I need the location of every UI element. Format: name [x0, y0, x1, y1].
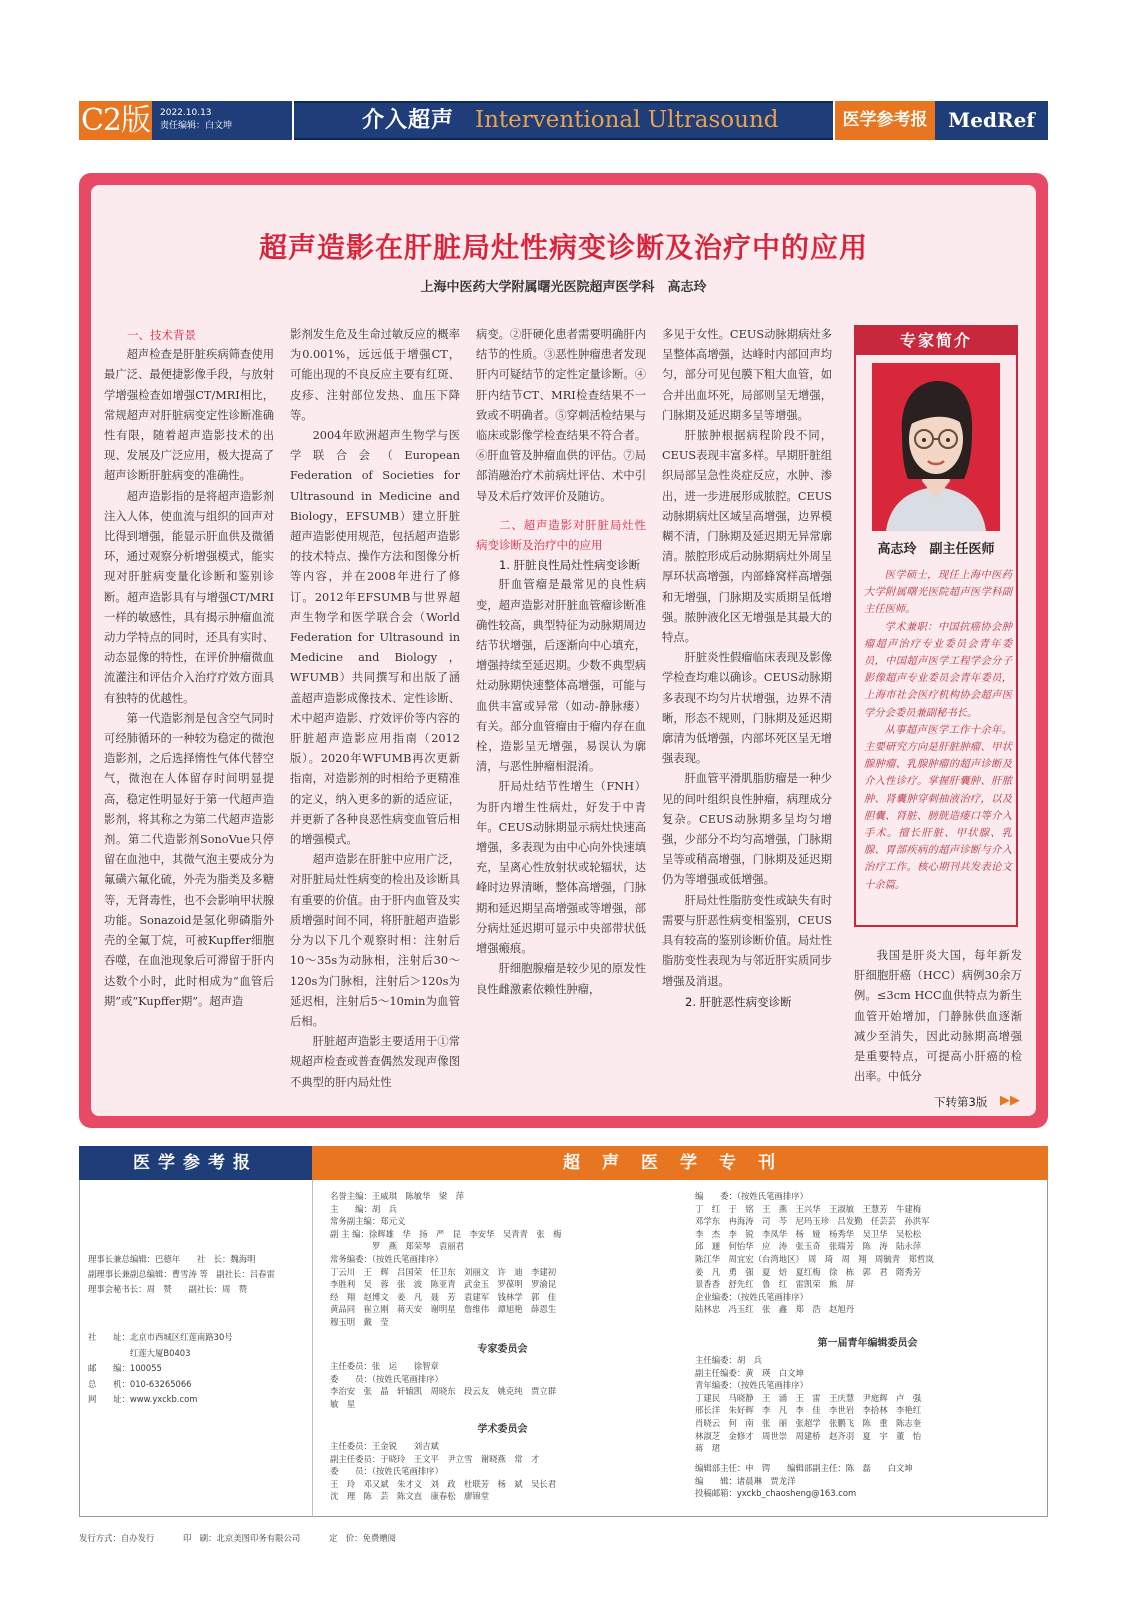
address-line: 红莲大厦B0403: [88, 1347, 191, 1358]
editor-line: 李 杰 李 锐 李凤华 杨 娅 杨秀华 吴卫华 吴松松: [695, 1228, 922, 1239]
board-line: 丁云川 王 辉 吕国荣 任卫东 刘丽文 许 迪 李建初: [330, 1266, 557, 1277]
expert-profile-heading: 专家简介: [856, 327, 1016, 355]
printer: 印 刷：北京美图印务有限公司: [183, 1533, 301, 1543]
paragraph: 肝血管平滑肌脂肪瘤是一种少见的间叶组织良性肿瘤，病理成分复杂。CEUS动脉期多呈均匀增强，少部分不均匀高增强，门脉期呈等或稍高增强，门脉期及延迟期仍为等增强或低增强。: [662, 772, 832, 887]
committee-line: 副主任委员：于晓玲 王文平 尹立雪 谢晓燕 常 才: [330, 1453, 540, 1464]
committee-line: 主任委员：张 运 徐智章: [330, 1361, 439, 1371]
office-line: 编辑部主任：申 锷 编辑部副主任：陈 磊 白文坤: [695, 1463, 913, 1473]
address-line: 总 机：010-63265066: [88, 1378, 192, 1389]
staff-line: 理事长兼总编辑：巴德年 社 长：魏海明: [88, 1254, 256, 1264]
issue-meta: [152, 101, 292, 140]
editorial-board-list: [330, 1190, 675, 1329]
expert-portrait: [872, 363, 1000, 531]
masthead-right-title: 超声医学专刊: [312, 1146, 1048, 1180]
expert-bio: [864, 567, 1012, 894]
committee-line: 王 玲 邓又斌 朱才义 刘 政 杜联芳 杨 斌 吴长君: [330, 1478, 557, 1489]
youth-line: 副主任编委：黄 瑛 白文坤: [695, 1367, 804, 1378]
office-line: 编 辑：诸晨琳 贾龙洋: [695, 1475, 796, 1486]
editor-line: 陆林忠 冯玉红 张 鑫 郑 浩 赵旭丹: [695, 1304, 855, 1315]
paragraph: 2004年欧洲超声生物学与医学联合会（European Federation of Societies for Ultrasound in Medicine and Biology，EFSUMB）建立肝脏超声造影使用规范，包括超声造影的技术特点、操作方法和图像分析等内容，并在2008年进行了修订。2012年EFSUMB与世界超声生物学和医学联合会（World Federation for Ultrasound in Medicine and Biology，WFUMB）共同撰写和出版了涵盖超声造影成像技术、定性诊断、术中超声造影、疗效评价等内容的肝脏超声造影应用指南（2012版）。2020年WFUMB再次更新指南，对造影剂的时相给予更精准的定义，纳入更多的新的适应证，并更新了各种良恶性病变血管后相的增强模式。: [290, 429, 460, 847]
youth-board-title: 第一届青年编辑委员会: [817, 1338, 918, 1349]
article-column-5: [854, 946, 1022, 1096]
price: 定 价：免费赠阅: [328, 1533, 396, 1543]
article-column-1: [104, 325, 274, 1105]
youth-line: 丁建民 马晓静 王 涌 王 雷 王庆慧 尹庭辉 卢 强: [695, 1392, 922, 1403]
board-line: 名誉主编：王威琪 陈敏华 梁 萍: [330, 1191, 464, 1201]
paragraph: 多见于女性。CEUS动脉期病灶多呈整体高增强，达峰时内部回声均匀，部分可见包膜下粗大血管，如合并出血坏死，局部则呈无增强，门脉期及延迟期多呈等增强。: [662, 328, 832, 422]
committee-line: 沈 理 陈 芸 陈文直 康春松 廖锦堂: [330, 1491, 490, 1502]
paragraph: 肝脓肿根据病程阶段不同，CEUS表现丰富多样。早期肝脏组织局部呈急性炎症反应，水肿、渗出，进一步进展形成脓腔。CEUS动脉期病灶区域呈高增强，边界模糊不清，门脉期及延迟期无异常廓清。脓腔形成后动脉期病灶外周呈厚环状高增强，内部蜂窝样高增强和无增强，门脉期及实质期呈低增强。脓肿液化区无增强是其最大的特点。: [662, 429, 832, 645]
masthead-divider: [312, 1180, 313, 1517]
youth-board-list: [695, 1354, 1040, 1455]
brand-cn: 医学参考报: [835, 101, 935, 140]
bio-paragraph: 学术兼职：中国抗癌协会肿瘤超声治疗专业委员会青年委员，中国超声医学工程学会分子影像超声专业委员会青年委员，上海市社会医疗机构协会超声医学分会委员兼副秘书长。: [864, 620, 1012, 719]
paragraph: 第一代造影剂是包含空气同时可经肺循环的一种较为稳定的微泡造影剂，之后选择惰性气体代替空气，微泡在人体留存时间明显提高，稳定性明显好于第一代超声造影剂，将其称之为第二代超声造影剂。第二代造影剂SonoVue只停留在血池中，其微气泡主要成分为氟磺六氟化硫，外壳为脂类及多糖等，无肾毒性，也不会影响甲状腺功能。Sonazoid是氢化卵磷脂外壳的全氟丁烷，可被Kupffer细胞吞噬，在血池现象后可滞留于肝内达数个小时，此时相成为“血管后期”或“Kupffer期”。超声造: [104, 711, 274, 1008]
committee-line: 李治安 张 晶 轩辕凯 周晓东 段云友 姚克纯 贾立群: [330, 1386, 557, 1397]
staff-line: 副理事长兼副总编辑：曹雪涛 等 副社长：吕春雷: [88, 1268, 275, 1279]
article-title: 超声造影在肝脏局灶性病变诊断及治疗中的应用: [258, 231, 868, 264]
article-column-3: [476, 325, 646, 1105]
youth-line: 邢长洋 朱好辉 李 凡 李 佳 李世岩 李拾林 李艳红: [695, 1405, 922, 1416]
youth-line: 林淑芝 金修才 周世崇 周建桥 赵齐羽 夏 宇 董 怡: [695, 1430, 922, 1441]
expert-committee-list: [330, 1360, 675, 1410]
paragraph: 病变。②肝硬化患者需要明确肝内结节的性质。③恶性肿瘤患者发现肝内可疑结节的定性定量诊断。④肝内结节CT、MRI检查结果不一致或不明确者。⑤穿刺活检结果与临床或影像学检查结果不符合者。⑥肝血管及肿瘤血供的评估。⑦局部消融治疗术前病灶评估、术中引导及术后疗效评价及随访。: [476, 328, 646, 503]
page-number: C2版: [80, 103, 151, 138]
board-line: 副 主 编：徐辉雄 华 扬 严 昆 李安华 吴青青 张 梅: [330, 1228, 562, 1239]
paragraph: 超声造影指的是将超声造影剂注入人体，使血流与组织的回声对比得到增强，能显示肝血供及微循环，通过观察分析增强模式，能实现对肝脏病变量化诊断和鉴别诊断。超声造影具有与增强CT/MRI一样的敏感性，具有揭示肿瘤血流动力学特点的同时，还具有实时、动态显像的特性，在评价肿瘤微血流灌注和评估介入治疗疗效方面具有独特的优越性。: [104, 489, 274, 705]
paragraph: 影剂发生危及生命过敏反应的概率为0.001%，远远低于增强CT，可能出现的不良反应主要有红斑、皮疹、注射部位发热、血压下降等。: [290, 328, 460, 422]
section-title-cn: 介入超声: [362, 107, 455, 133]
bio-paragraph: 医学硕士，现任上海中医药大学附属曙光医院超声医学科副主任医师。: [864, 569, 1012, 616]
editor-line: 丁 红 于 铭 王 燕 王兴华 王淑敏 王慧芳 牛建梅: [695, 1203, 922, 1214]
staff-line: 理事会秘书长：周 赞 副社长：周 赞: [88, 1283, 248, 1294]
section-title-en: Interventional Ultrasound: [475, 107, 779, 133]
board-line: 常务编委：（按姓氏笔画排序）: [330, 1253, 444, 1264]
board-line: 经 翔 赵博文 姜 凡 聂 芳 袁建军 钱林学 郭 佳: [330, 1291, 557, 1302]
arrow-right-icon: ▶▶: [1000, 1093, 1020, 1108]
editor-line: 编 委：（按姓氏笔画排序）: [695, 1191, 809, 1201]
expert-committee-title: 专家委员会: [477, 1344, 528, 1355]
editor-line: 姜 凡 勇 强 夏 焙 夏红梅 徐 栋 郭 君 隋秀芳: [695, 1266, 922, 1277]
article-author: 上海中医药大学附属曙光医院超声医学科 高志玲: [420, 280, 707, 295]
youth-line: 主任编委：胡 兵: [695, 1355, 762, 1365]
editor-line: 企业编委：（按姓氏笔画排序）: [695, 1291, 809, 1302]
submission-email[interactable]: 投稿邮箱：yxckb_chaosheng@163.com: [695, 1488, 857, 1499]
masthead-staff: [88, 1252, 308, 1296]
section-heading: 二、超声造影对肝脏局灶性病变诊断及治疗中的应用: [476, 517, 646, 553]
responsible-editor: 责任编辑：白文坤: [160, 121, 233, 131]
brand-en-logo: MedRef: [935, 101, 1048, 140]
academic-committee-list: [330, 1440, 675, 1503]
issue-date: 2022.10.13: [160, 108, 212, 118]
bio-paragraph: 从事超声医学工作十余年。主要研究方向是肝脏肿瘤、甲状腺肿瘤、乳腺肿瘤的超声诊断及介入性诊疗。掌握肝囊肿、肝脓肿、肾囊肿穿刺抽液治疗，以及胆囊、肾脏、膀胱造瘘口等介入手术。擅长肝脏、甲状腺、乳腺、胃部疾病的超声诊断与介入治疗工作。核心期刊共发表论文十余篇。: [864, 723, 1012, 891]
paragraph: 肝脏超声造影主要适用于①常规超声检查或普查偶然发现声像图不典型的肝内局灶性: [290, 1035, 460, 1089]
board-line: 常务副主编：郑元义: [330, 1216, 406, 1227]
continued-note: 下转第3版: [934, 1095, 988, 1109]
paragraph: 肝血管瘤是最常见的良性病变，超声造影对肝脏血管瘤诊断准确性较高，典型特征为动脉期周边结节状增强，后逐渐向中心填充，增强持续至延迟期。少数不典型病灶动脉期快速整体高增强，可能与血供丰富或异常（如动-静脉瘘）有关。部分血管瘤由于瘤内存在血栓，造影呈无增强，易误认为廓清，与恶性肿瘤相混淆。: [476, 578, 646, 774]
committee-line: 敏 星: [330, 1398, 356, 1409]
paragraph: 超声检查是肝脏疾病筛查使用最广泛、最便捷影像手段，与放射学增强检查如增强CT/MRI相比，常规超声对肝脏病变定性诊断准确性有限，随着超声造影技术的出现、发展及广泛应用，极大提高了超声诊断肝脏病变的准确性。: [104, 348, 274, 483]
paragraph: 我国是肝炎大国，每年新发肝细胞肝癌（HCC）病例30余万例。≤3cm HCC血供特点为新生血管开始增加，门静脉供血逐渐减少至消失，因此动脉期高增强是重要特点，可提高小肝癌的检出率。中低分: [854, 949, 1022, 1084]
article-column-4: [662, 325, 832, 1105]
address-line: 社 址：北京市西城区红莲南路30号: [88, 1332, 233, 1342]
paragraph: 肝细胞腺瘤是较少见的原发性良性雌激素依赖性肿瘤，: [476, 962, 646, 996]
paragraph: 肝脏炎性假瘤临床表现及影像学检查均难以确诊。CEUS动脉期多表现不均匀片状增强，边界不清晰，形态不规则，门脉期及延迟期廓清为低增强，内部坏死区呈无增强表现。: [662, 651, 832, 766]
board-line: 李胜利 吴 蓉 张 波 陈亚青 武金玉 罗葆明 罗渝昆: [330, 1279, 557, 1290]
article-column-2: [290, 325, 460, 1105]
committee-line: 委 员：（按姓氏笔画排序）: [330, 1466, 444, 1477]
subsection-heading: 2. 肝脏恶性病变诊断: [685, 994, 792, 1009]
editor-line: 邱 逦 何怡华 应 涛 张玉奇 张瑞芳 陈 涛 陆永萍: [695, 1241, 922, 1252]
website-link[interactable]: 网 址：www.yxckb.com: [88, 1394, 198, 1405]
paragraph: 肝局灶结节性增生（FNH）为肝内增生性病灶，好发于中青年。CEUS动脉期显示病灶快速高增强，多表现为由中心向外快速填充，呈离心性放射状或轮辐状，达峰时边界清晰，整体高增强，门脉期和延迟期呈高增强或等增强，部分病灶延迟期可显示中央部带状低增强瘢痕。: [476, 780, 646, 956]
committee-line: 主任委员：王金锐 刘吉斌: [330, 1441, 439, 1451]
board-line: 罗 燕 郑荣琴 袁丽君: [330, 1241, 464, 1252]
board-line: 穆玉明 戴 莹: [330, 1316, 389, 1327]
committee-line: 委 员：（按姓氏笔画排序）: [330, 1373, 444, 1384]
section-heading: 一、技术背景: [127, 328, 196, 342]
distribution-method: 发行方式：自办发行: [79, 1533, 155, 1543]
expert-name: 高志玲 副主任医师: [877, 542, 995, 557]
editors-list: [695, 1190, 1040, 1316]
paragraph: 肝局灶性脂肪变性或缺失有时需要与肝恶性病变相鉴别，CEUS具有较高的鉴别诊断价值。局灶性脂肪变性表现为与邻近肝实质同步增强及消退。: [662, 893, 832, 988]
masthead-left-title: 医学参考报: [79, 1146, 312, 1180]
youth-line: 蒋 珺: [695, 1443, 721, 1454]
board-line: 黄品同 崔立刚 蒋天安 谢明星 詹维伟 谭旭艳 薛恩生: [330, 1304, 557, 1315]
youth-line: 青年编委：（按姓氏笔画排序）: [695, 1380, 809, 1391]
address-line: 邮 编：100055: [88, 1363, 162, 1374]
masthead-address: [88, 1330, 308, 1408]
paragraph: 超声造影在肝脏中应用广泛，对肝脏局灶性病变的检出及诊断具有重要的价值。由于肝内血管及实质增强时间不同，将肝脏超声造影分为以下几个观察时相：注射后10～35s为动脉相，注射后30～120s为门脉相，注射后＞120s为延迟相，注射后5～10min为血管后相。: [290, 853, 460, 1028]
editorial-office: [695, 1462, 1040, 1500]
editor-line: 邓学东 冉海涛 司 芩 尼玛玉珍 吕发勤 任芸芸 孙洪军: [695, 1216, 930, 1227]
editor-line: 景香香 舒先红 鲁 红 雷凯荣 熊 屏: [695, 1279, 855, 1290]
editor-line: 陈江华 周宜宏（台湾地区） 周 琦 周 翔 周毓青 郑哲岚: [695, 1253, 934, 1264]
youth-line: 肖晓云 何 南 张 丽 张超学 张鹏飞 陈 重 陈志奎: [695, 1417, 922, 1428]
board-line: 主 编：胡 兵: [330, 1203, 397, 1214]
subsection-heading: 1. 肝脏良性局灶性病变诊断: [499, 558, 641, 573]
publication-footer: [79, 1532, 422, 1544]
academic-committee-title: 学术委员会: [477, 1424, 528, 1435]
